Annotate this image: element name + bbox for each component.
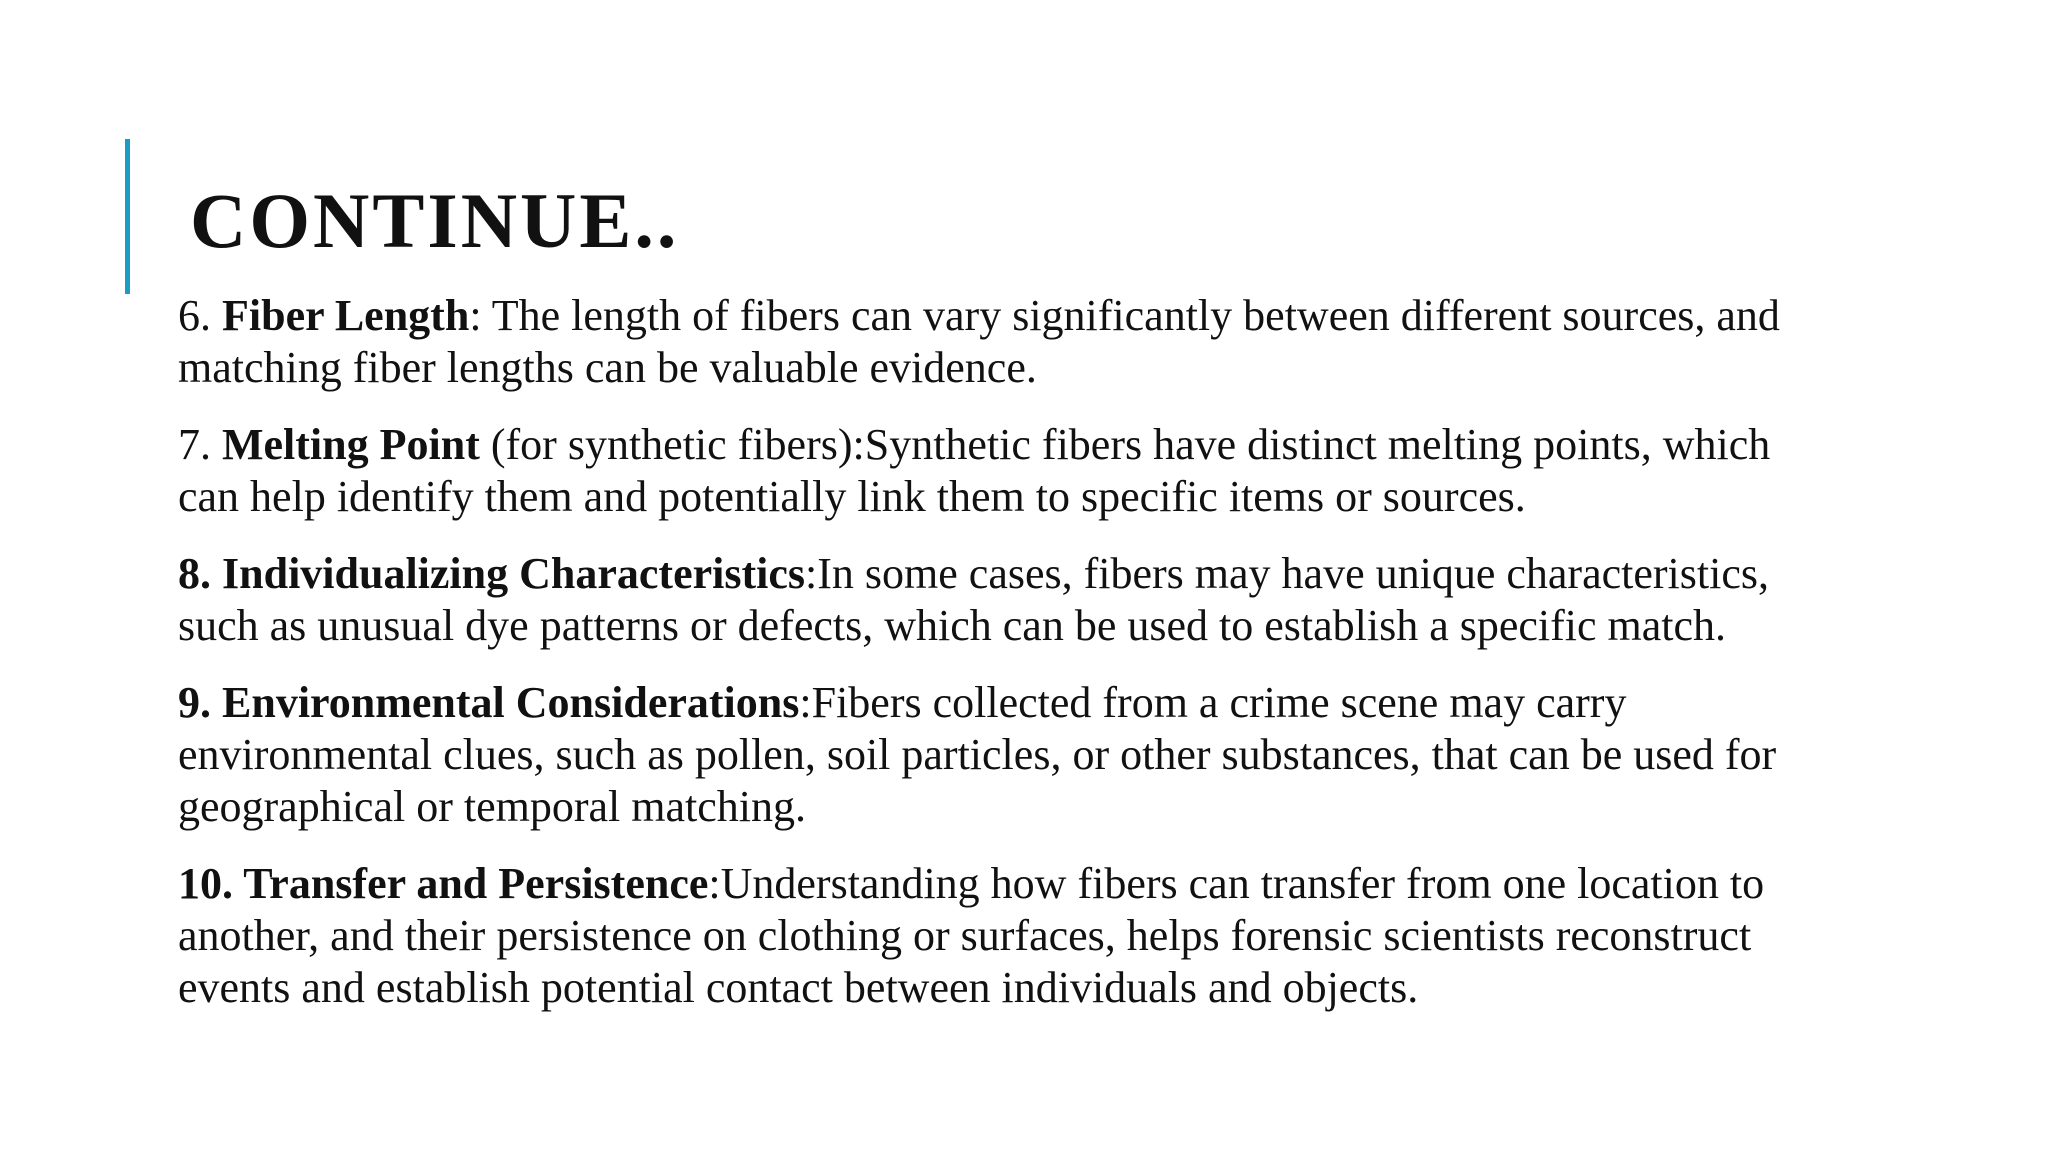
point-number: 7. — [178, 420, 222, 469]
point-melting-point — [178, 419, 1798, 523]
point-number: 6. — [178, 291, 222, 340]
point-text: :Fibers collected from a crime scene may carry environmental clues, such as pollen, soil particles, or other substances, that can be used for geographical or temporal matching. — [178, 678, 1777, 831]
point-term: 10. Transfer and Persistence — [178, 859, 709, 908]
point-text: : The length of fibers can vary significantly between different sources, and matching fiber lengths can be valuable evidence. — [178, 291, 1780, 392]
point-text: :Understanding how fibers can transfer from one location to another, and their persistence on clothing or surfaces, helps forensic scientists reconstruct events and establish potential contact between individuals and objects. — [178, 859, 1765, 1012]
point-text: :In some cases, fibers may have unique characteristics, such as unusual dye patterns or defects, which can be used to establish a specific match. — [178, 549, 1769, 650]
point-environmental-considerations — [178, 677, 1798, 833]
point-term: 8. Individualizing Characteristics — [178, 549, 806, 598]
point-individualizing-characteristics — [178, 548, 1798, 652]
point-text: (for synthetic fibers):Synthetic fibers have distinct melting points, which can help identify them and potentially link them to specific items or sources. — [178, 420, 1771, 521]
point-transfer-and-persistence — [178, 858, 1798, 1014]
title-accent-bar — [125, 139, 130, 294]
point-term: Fiber Length — [222, 291, 470, 340]
slide-title: CONTINUE.. — [190, 177, 680, 264]
slide-body — [178, 290, 1798, 1039]
point-term: 9. Environmental Considerations — [178, 678, 800, 727]
point-term: Melting Point — [222, 420, 480, 469]
point-fiber-length — [178, 290, 1798, 394]
